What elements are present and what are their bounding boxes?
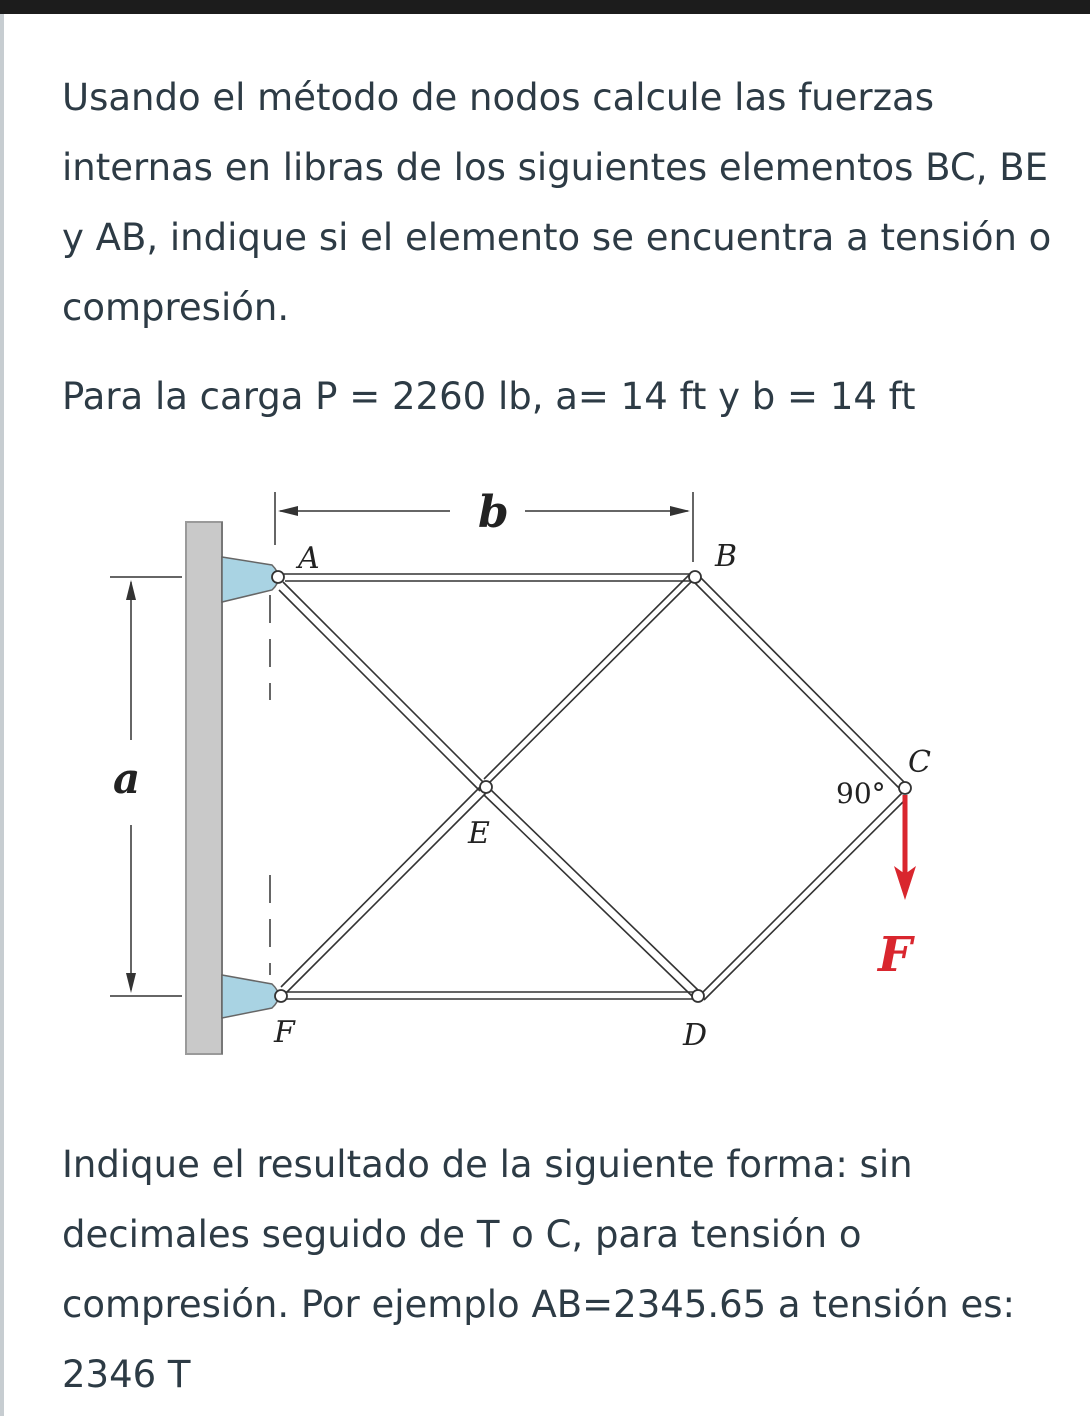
joint-b (689, 571, 701, 583)
label-e: E (468, 816, 490, 851)
top-bar (0, 0, 1090, 14)
joint-d (692, 990, 704, 1002)
label-a: A (298, 541, 320, 576)
member-ed (490, 789, 698, 990)
load-parameters: Para la carga P = 2260 lb, a= 14 ft y b = 14 ft (62, 375, 916, 418)
dim-b-label: b (478, 487, 509, 538)
joints (272, 571, 911, 1002)
dim-a-arrow-top (126, 580, 136, 600)
member-cd (700, 793, 902, 995)
support-f (222, 975, 279, 1018)
truss-figure (100, 480, 960, 1080)
label-f: F (274, 1015, 295, 1050)
label-b: B (715, 539, 738, 574)
angle-label: 90° (836, 777, 886, 810)
label-c: C (908, 745, 931, 780)
member-fe (286, 791, 488, 993)
label-d: D (683, 1018, 708, 1053)
member-eb (489, 578, 695, 783)
force-label: F (878, 927, 913, 983)
joint-f (275, 990, 287, 1002)
left-border (0, 14, 4, 1416)
member-ae (283, 582, 484, 783)
question-intro: Usando el método de nodos calcule las fuerzas internas en libras de los siguientes elementos BC, BE y AB, indique si el elemento se encuentra a tensión o compresión. (62, 76, 1052, 329)
wall (186, 522, 222, 1054)
joint-a (272, 571, 284, 583)
dim-b-arrow-left (278, 506, 298, 516)
answer-instructions: Indique el resultado de la siguiente forma: sin decimales seguido de T o C, para tensión o compresión. Por ejemplo AB=2345.65 a tensión es: 2346 T (62, 1143, 1015, 1396)
members (279, 574, 907, 1000)
dim-a-label: a (113, 754, 141, 803)
dim-b-arrow-right (670, 506, 690, 516)
joint-e (480, 781, 492, 793)
joint-c (899, 782, 911, 794)
dim-a-arrow-bottom (126, 973, 136, 993)
member-bc (698, 575, 905, 783)
